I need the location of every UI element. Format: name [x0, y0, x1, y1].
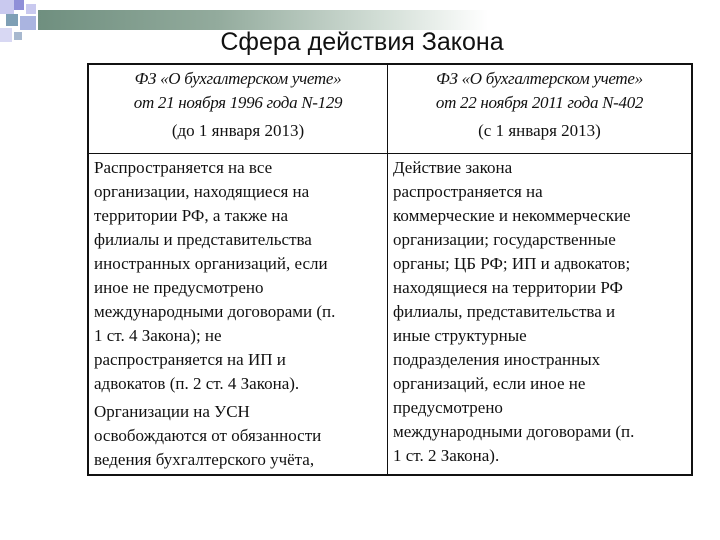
text-line: филиалы, представительства и [393, 302, 616, 321]
text-line: освобождаются от обязанности [94, 426, 322, 445]
text-line: организации; государственные [393, 230, 616, 249]
body-cell-old-law [88, 154, 388, 476]
text-line: международными договорами (п. [94, 302, 336, 321]
text-line: Распространяется на все [94, 158, 273, 177]
paragraph-scope [94, 156, 382, 396]
text-line: коммерческие и некоммерческие [393, 206, 631, 225]
text-line: органы; ЦБ РФ; ИП и адвокатов; [393, 254, 631, 273]
text-line: иное не предусмотрено [94, 278, 264, 297]
text-line: находящиеся на территории РФ [393, 278, 623, 297]
text-line: международными договорами (п. [393, 422, 635, 441]
header-law-name: ФЗ «О бухгалтерском учете» [436, 69, 643, 88]
text-line: иностранных организаций, если [94, 254, 328, 273]
slide-title: Сфера действия Закона [220, 28, 504, 56]
text-line: 1 ст. 2 Закона). [393, 446, 500, 465]
text-line: распространяется на [393, 182, 543, 201]
header-cell-old-law [88, 64, 388, 154]
text-line: территории РФ, а также на [94, 206, 289, 225]
text-line: предусмотрено [393, 398, 503, 417]
text-line: организации, находящиеся на [94, 182, 310, 201]
text-line: распространяется на ИП и [94, 350, 286, 369]
text-line: Организации на УСН [94, 402, 250, 421]
text-line: филиалы и представительства [94, 230, 312, 249]
text-line: адвокатов (п. 2 ст. 4 Закона). [94, 374, 300, 393]
text-line: 1 ст. 4 Закона); не [94, 326, 222, 345]
text-line: Действие закона [393, 158, 513, 177]
text-line: организаций, если иное не [393, 374, 586, 393]
header-cell-new-law [388, 64, 693, 154]
text-line: иные структурные [393, 326, 527, 345]
paragraph-usn [94, 400, 382, 472]
comparison-table [87, 63, 693, 476]
body-cell-new-law [388, 154, 693, 476]
header-gradient-bar [38, 10, 488, 30]
table-body-row [88, 154, 692, 476]
header-period: (до 1 января 2013) [171, 121, 305, 140]
header-law-date: от 21 ноября 1996 года N-129 [133, 93, 343, 112]
header-period: (с 1 января 2013) [478, 121, 601, 140]
header-law-name: ФЗ «О бухгалтерском учете» [134, 69, 342, 88]
text-line: подразделения иностранных [393, 350, 601, 369]
header-law-date: от 22 ноября 2011 года N-402 [435, 93, 644, 112]
text-line: ведения бухгалтерского учёта, [94, 450, 315, 469]
table-header-row [88, 64, 692, 154]
